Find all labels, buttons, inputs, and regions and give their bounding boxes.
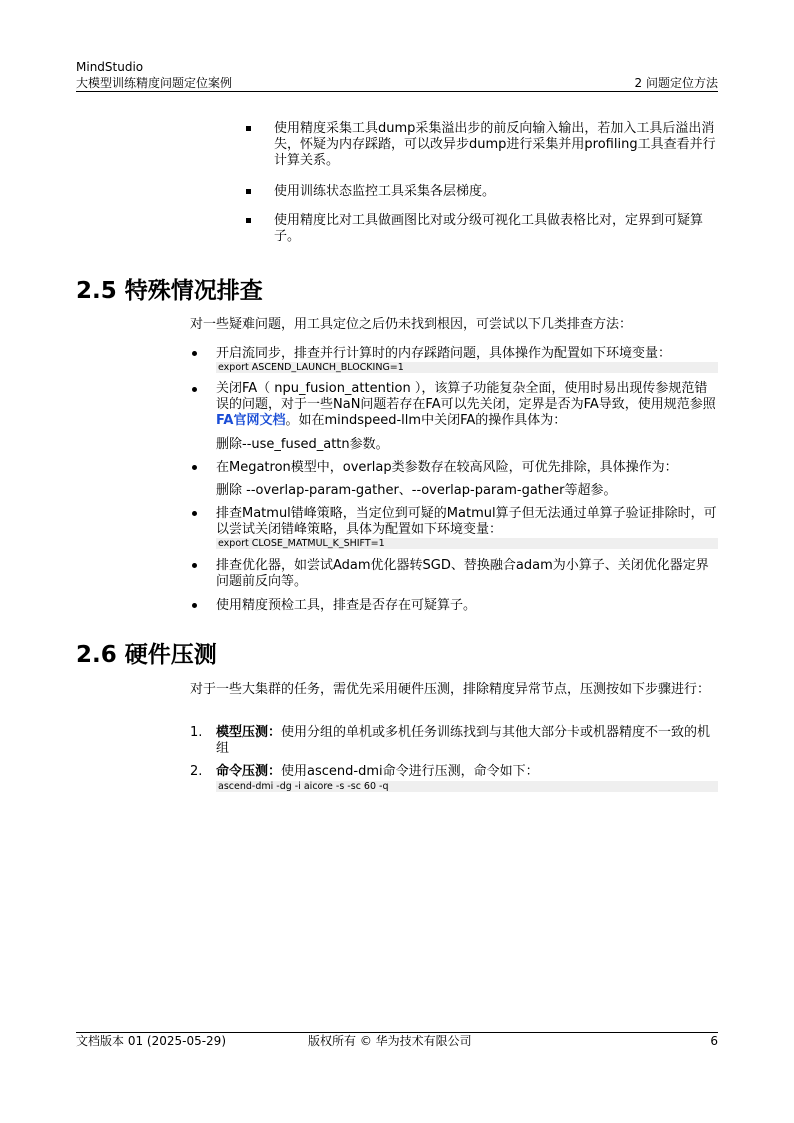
- bullet-dot-icon: [192, 387, 197, 392]
- bullet-dot-icon: [192, 603, 197, 608]
- list-item: [216, 381, 718, 429]
- list-item: 使用精度比对工具做画图比对或分级可视化工具做表格比对，定界到可疑算子。: [274, 213, 704, 244]
- list-item: 排查优化器，如尝试Adam优化器转SGD、替换融合adam为小算子、关闭优化器定界问题前反向等。: [216, 558, 709, 589]
- code-block: export CLOSE_MATMUL_K_SHIFT=1: [216, 538, 718, 549]
- footer-page-number: 6: [710, 1034, 718, 1048]
- list-item: 使用训练状态监控工具采集各层梯度。: [274, 184, 496, 199]
- list-item-note: 删除 --overlap-param-gather、--overlap-param-gather等超参。: [216, 483, 617, 498]
- step-label: 模型压测：: [216, 725, 282, 740]
- list-item: 使用精度采集工具dump采集溢出步的前反向输入输出，若加入工具后溢出消失，怀疑为内存踩踏，可以改异步dump进行采集并用profiling工具查看并行计算关系。: [274, 121, 716, 168]
- section-intro: 对于一些大集群的任务，需优先采用硬件压测，排除精度异常节点，压测按如下步骤进行：: [190, 682, 711, 697]
- list-item: 使用精度预检工具，排查是否存在可疑算子。: [216, 598, 477, 613]
- footer-copyright: 版权所有 © 华为技术有限公司: [308, 1034, 472, 1048]
- header-rule: [76, 91, 718, 92]
- list-item: 排查Matmul错峰策略，当定位到可疑的Matmul算子但无法通过单算子验证排除时，可以尝试关闭错峰策略，具体为配置如下环境变量：: [216, 506, 717, 537]
- square-bullet-icon: [246, 189, 251, 194]
- section-heading-2-6: 2.6 硬件压测: [76, 642, 217, 668]
- step-text: 使用ascend-dmi命令进行压测，命令如下：: [281, 764, 539, 779]
- step-number: 2.: [190, 764, 203, 779]
- fa-doc-link[interactable]: FA官网文档: [216, 413, 286, 428]
- list-item: [216, 725, 718, 757]
- list-item: 在Megatron模型中，overlap类参数存在较高风险，可优先排除，具体操作为：: [216, 460, 678, 475]
- bullet-dot-icon: [192, 511, 197, 516]
- footer-version: 文档版本 01 (2025-05-29): [76, 1034, 227, 1048]
- section-heading-2-5: 2.5 特殊情况排查: [76, 278, 263, 304]
- header-doc-title: 大模型训练精度问题定位案例: [76, 76, 233, 90]
- list-item-text: 关闭FA（ npu_fusion_attention ），该算子功能复杂全面，使用时易出现传参规范错误的问题，对于一些NaN问题若存在FA可以先关闭，定界是否为FA导致，使用规范参照: [216, 381, 716, 412]
- header-product: MindStudio: [76, 60, 144, 74]
- step-number: 1.: [190, 725, 203, 740]
- list-item-note: 删除--use_fused_attn参数。: [216, 437, 389, 452]
- list-item: [216, 764, 718, 780]
- list-item: 开启流同步，排查并行计算时的内存踩踏问题，具体操作为配置如下环境变量：: [216, 346, 672, 361]
- code-block: export ASCEND_LAUNCH_BLOCKING=1: [216, 362, 718, 373]
- step-text: 使用分组的单机或多机任务训练找到与其他大部分卡或机器精度不一致的机组: [216, 725, 711, 756]
- bullet-dot-icon: [192, 351, 197, 356]
- header-chapter: 2 问题定位方法: [634, 76, 718, 90]
- square-bullet-icon: [246, 218, 251, 223]
- code-block: ascend-dmi -dg -i aicore -s -sc 60 -q: [216, 781, 718, 792]
- section-intro: 对一些疑难问题，用工具定位之后仍未找到根因，可尝试以下几类排查方法：: [190, 317, 633, 332]
- list-item-text: 。如在mindspeed-llm中关闭FA的操作具体为：: [285, 413, 567, 428]
- bullet-dot-icon: [192, 465, 197, 470]
- step-label: 命令压测：: [216, 764, 282, 779]
- square-bullet-icon: [246, 126, 251, 131]
- bullet-dot-icon: [192, 563, 197, 568]
